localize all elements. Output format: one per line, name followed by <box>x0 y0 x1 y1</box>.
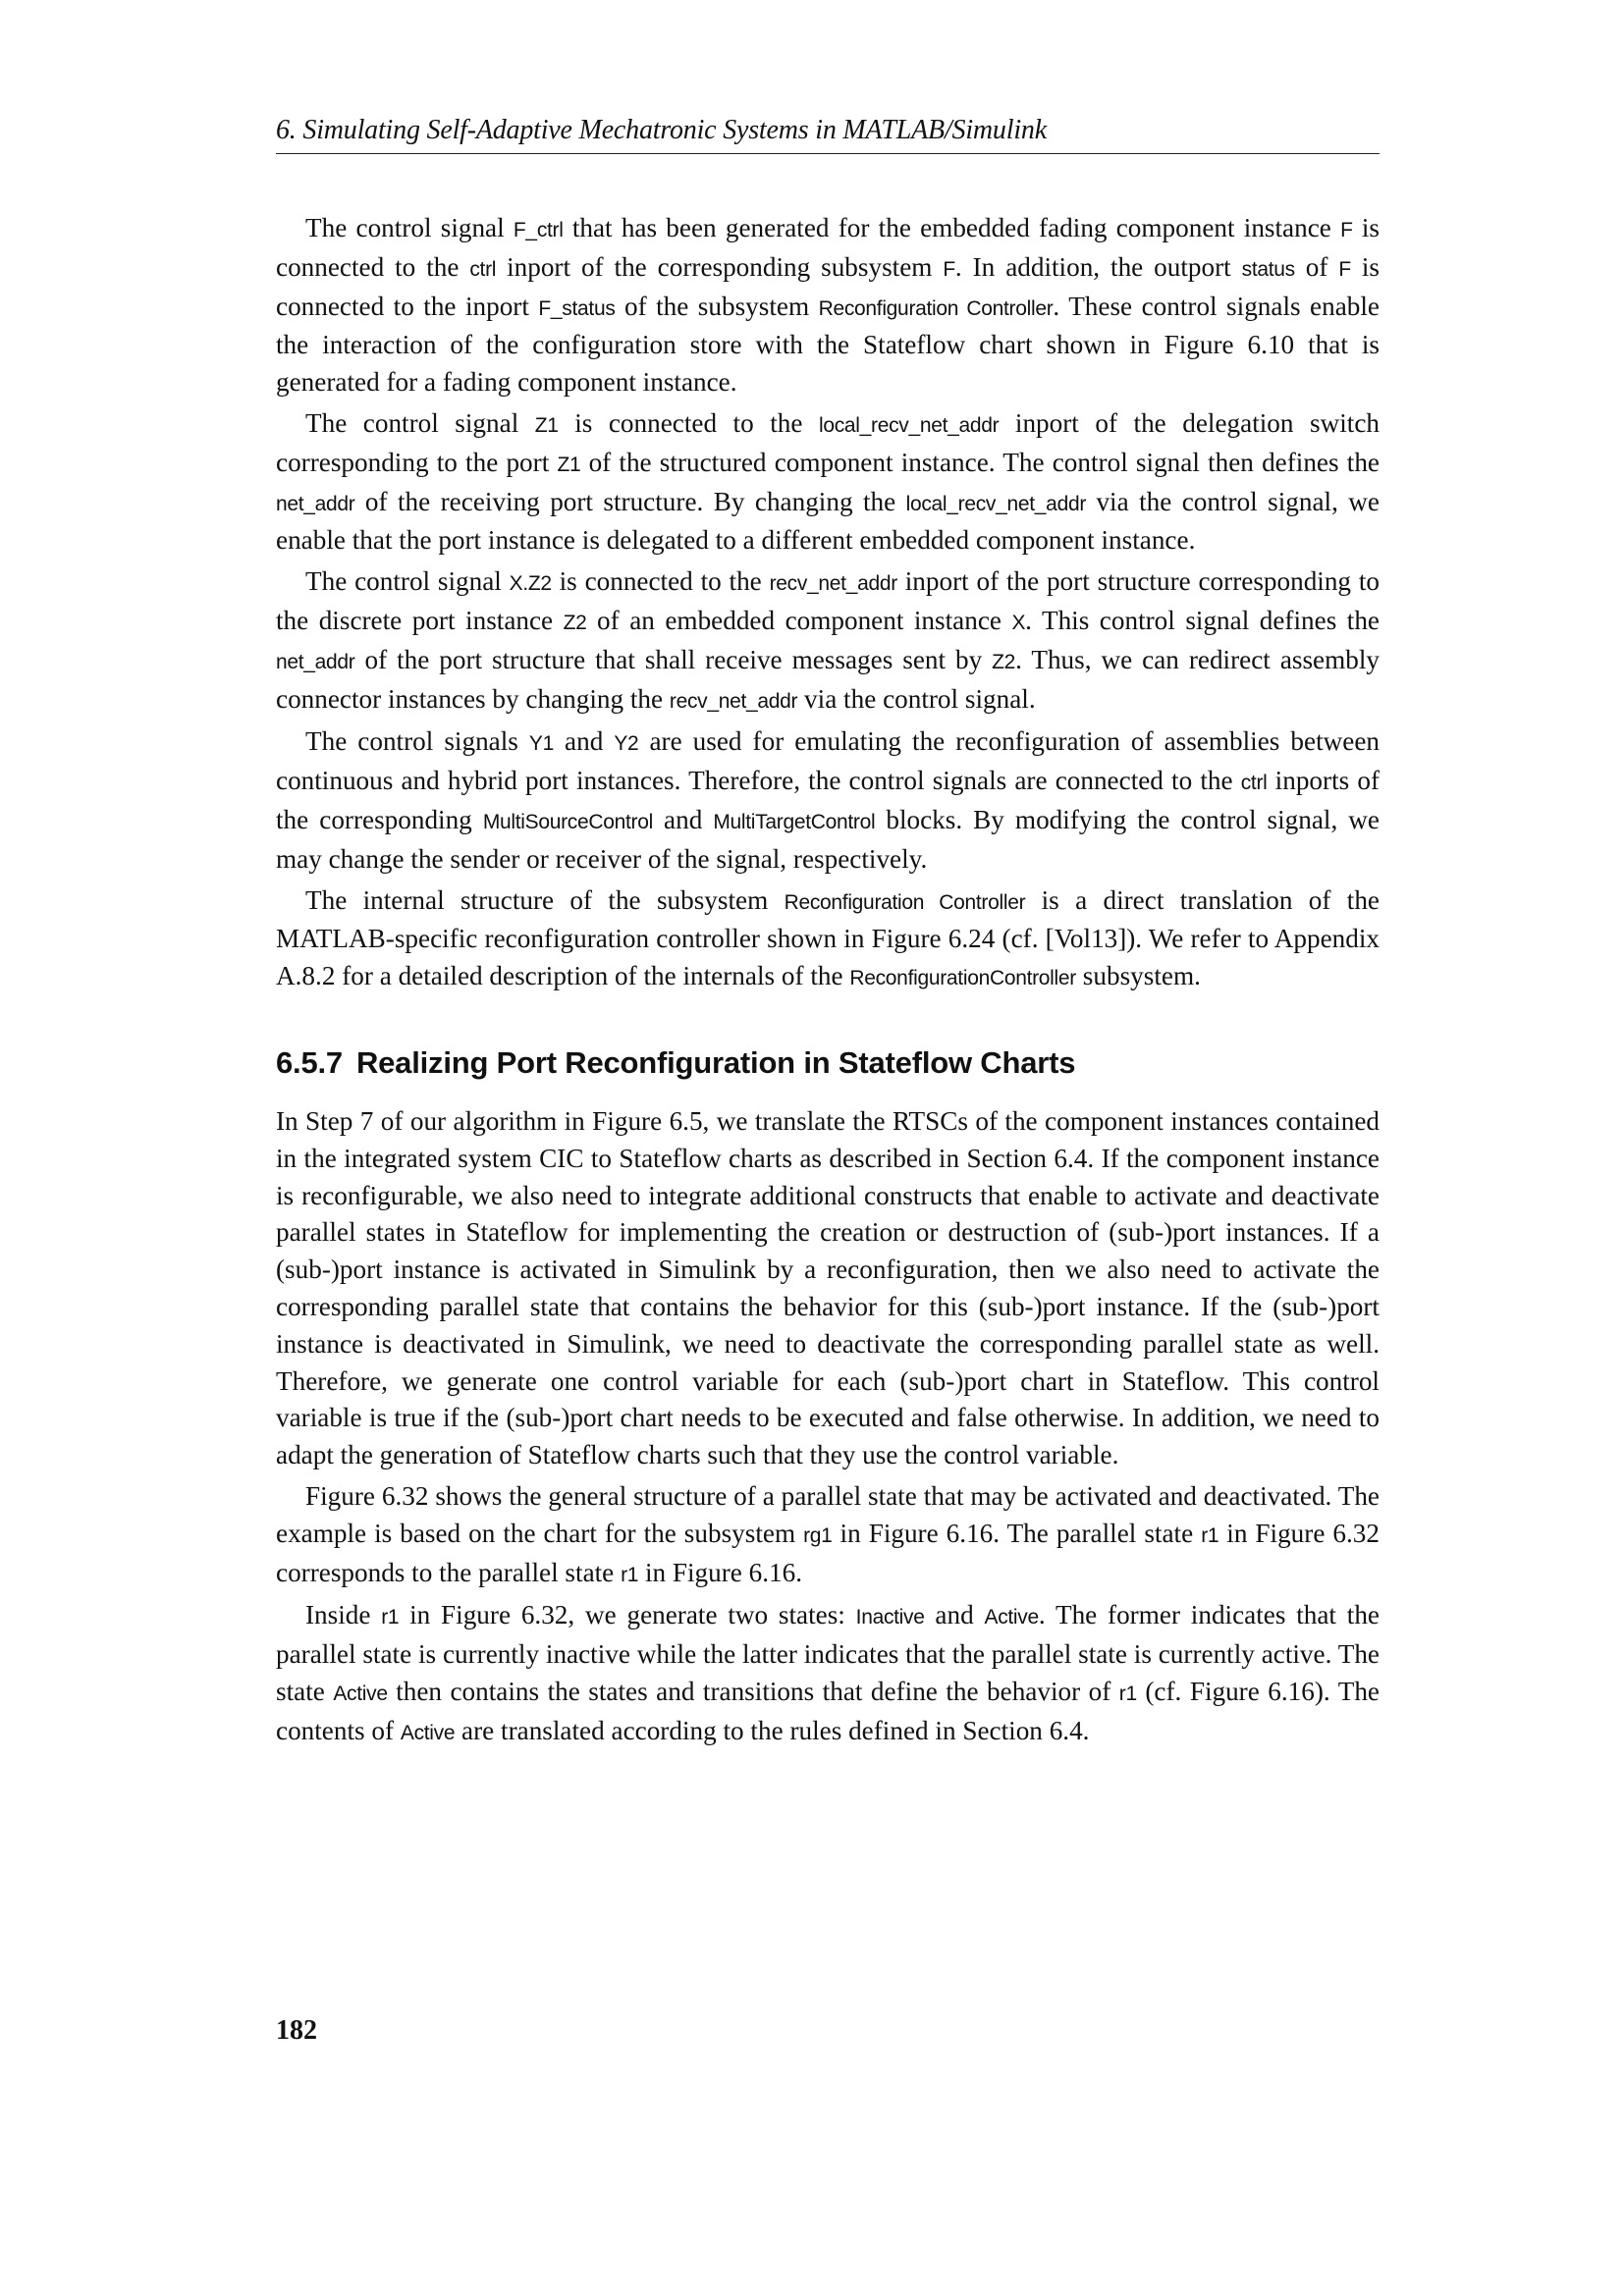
paragraph <box>276 1478 1380 1593</box>
section-number: 6.5.7 <box>276 1044 343 1080</box>
text-run: is connected to the inport <box>276 251 1380 321</box>
code-identifier: Z1 <box>534 413 559 437</box>
text-run: The control signal <box>305 566 510 597</box>
code-identifier: Z1 <box>557 453 581 476</box>
text-run: in Figure 6.32, we generate two states: <box>399 1600 856 1630</box>
code-identifier: recv_net_addr <box>669 689 798 713</box>
text-run: inport of the delegation switch corresponding to the port <box>276 407 1380 477</box>
text-run: . In addition, the outport <box>954 251 1242 282</box>
code-identifier: r1 <box>381 1606 400 1629</box>
code-identifier: rg1 <box>803 1523 833 1547</box>
text-run: is connected to the <box>276 213 1380 282</box>
code-identifier: recv_net_addr <box>769 572 897 596</box>
code-identifier: F_status <box>538 296 616 320</box>
text-run: that has been generated for the embedded fading component instance <box>563 213 1341 242</box>
text-run: are translated according to the rules defined in Section 6.4. <box>455 1715 1090 1745</box>
code-identifier: status <box>1241 257 1295 281</box>
paragraph <box>276 723 1380 878</box>
page-number: 182 <box>276 2015 317 2046</box>
text-run: is a direct translation of the MATLAB-specific reconfiguration controller shown in Figure 6.24 (cf. [Vol13]). We refer to Appendix A.8.2 for a detailed description of the internals of the <box>276 884 1380 991</box>
text-run: inports of the corresponding <box>276 766 1380 834</box>
code-identifier: Y1 <box>528 732 554 756</box>
text-run: blocks. By modifying the control signal, we may change the sender or receiver of the signal, respectively. <box>276 804 1380 874</box>
paragraph <box>276 405 1380 560</box>
code-identifier: X.Z2 <box>509 572 552 596</box>
code-identifier: Reconfiguration Controller <box>784 890 1026 914</box>
text-run: of the receiving port structure. By changing the <box>354 486 906 516</box>
text-run: The control signal <box>305 407 535 438</box>
code-identifier: Active <box>333 1682 388 1705</box>
text-run: then contains the states and transitions that define the behavior of <box>387 1676 1119 1706</box>
code-identifier: MultiSourceControl <box>482 810 653 833</box>
code-identifier: Z2 <box>563 611 587 634</box>
code-identifier: ctrl <box>1240 772 1268 795</box>
code-identifier: Z2 <box>992 650 1016 673</box>
code-identifier: local_recv_net_addr <box>818 413 1000 437</box>
text-run: The control signals <box>305 726 529 757</box>
code-identifier: r1 <box>1201 1523 1219 1547</box>
text-run: (cf. Figure 6.16). The contents of <box>276 1676 1380 1745</box>
code-identifier: Active <box>400 1721 456 1744</box>
code-identifier: Active <box>984 1606 1039 1629</box>
text-run: are used for emulating the reconfiguration of assemblies between continuous and hybrid port instances. Therefore, the control signals are connected to the <box>276 726 1380 796</box>
paragraph <box>276 1597 1380 1751</box>
text-run: via the control signal. <box>797 683 1036 714</box>
text-run: and <box>554 726 615 757</box>
code-identifier: ctrl <box>469 257 497 281</box>
code-identifier: r1 <box>1118 1682 1137 1705</box>
text-run: inport of the corresponding subsystem <box>496 251 944 282</box>
text-run: The control signal <box>305 213 514 242</box>
code-identifier: X <box>1011 611 1026 634</box>
text-run: in Figure 6.16. <box>638 1557 803 1587</box>
text-run: in Figure 6.16. The parallel state <box>832 1518 1202 1548</box>
text-run: is connected to the <box>558 407 819 438</box>
paragraph <box>276 210 1380 401</box>
header-rule <box>276 153 1380 154</box>
code-identifier: MultiTargetControl <box>713 810 876 833</box>
text-run: of the subsystem <box>615 291 819 321</box>
code-identifier: local_recv_net_addr <box>905 492 1087 515</box>
code-identifier: r1 <box>621 1563 639 1586</box>
code-identifier: Inactive <box>855 1606 925 1629</box>
code-identifier: F <box>943 257 955 281</box>
text-run: via the control signal, we enable that the port instance is delegated to a different embedded component instance. <box>276 486 1380 556</box>
code-identifier: F <box>1338 257 1351 281</box>
text-run: in Figure 6.32 corresponds to the parallel state <box>276 1518 1380 1587</box>
code-identifier: Reconfiguration Controller <box>818 296 1054 320</box>
code-identifier: F_ctrl <box>513 219 564 241</box>
text-run: Figure 6.32 shows the general structure of a parallel state that may be activated and deactivated. The example is based on the chart for the subsystem <box>276 1480 1380 1548</box>
section-title: Realizing Port Reconfiguration in Stateflow Charts <box>355 1044 1076 1080</box>
paragraph <box>276 882 1380 997</box>
page-body <box>276 210 1380 1755</box>
text-run: . This control signal defines the <box>1025 605 1380 635</box>
text-run: of the structured component instance. The control signal then defines the <box>580 447 1380 477</box>
text-run: is connected to the <box>551 566 770 597</box>
text-run: Inside <box>305 1600 382 1630</box>
paragraphs-after-section <box>276 1103 1380 1752</box>
text-run: In Step 7 of our algorithm in Figure 6.5, we translate the RTSCs of the component instances contained in the integrated system CIC to Stateflow charts as described in Section 6.4. If the component instance is reconfigurable, we also need to integrate additional constructs that enable to activate and deactivate parallel states in Stateflow for implementing the creation or destruction of (sub-)port instances. If a (sub-)port instance is activated in Simulink by a reconfiguration, then we also need to activate the corresponding parallel state that contains the behavior for this (sub-)port instance. If the (sub-)port instance is deactivated in Simulink, we need to deactivate the corresponding parallel state as well. Therefore, we generate one control variable for each (sub-)port chart in Stateflow. This control variable is true if the (sub-)port chart needs to be executed and false otherwise. In addition, we need to adapt the generation of Stateflow charts such that they use the control variable. <box>276 1105 1380 1470</box>
code-identifier: net_addr <box>276 650 355 673</box>
text-run: . The former indicates that the parallel state is currently inactive while the latter indicates that the parallel state is currently active. The state <box>276 1600 1380 1706</box>
text-run: The internal structure of the subsystem <box>305 884 785 915</box>
code-identifier: F <box>1340 219 1353 241</box>
paragraph <box>276 1103 1380 1474</box>
code-identifier: Y2 <box>614 732 639 756</box>
section-heading <box>276 1044 1380 1082</box>
text-run: of <box>1294 251 1339 282</box>
text-run: . These control signals enable the interaction of the configuration store with the Stateflow chart shown in Figure 6.10 that is generated for a fading component instance. <box>276 291 1380 398</box>
text-run: subsystem. <box>1076 961 1201 991</box>
text-run: inport of the port structure corresponding to the discrete port instance <box>276 566 1380 635</box>
text-run: . Thus, we can redirect assembly connector instances by changing the <box>276 644 1380 714</box>
code-identifier: net_addr <box>276 492 355 515</box>
text-run: of the port structure that shall receive messages sent by <box>354 644 993 674</box>
text-run: and <box>653 804 714 834</box>
code-identifier: ReconfigurationController <box>849 967 1076 990</box>
text-run: of an embedded component instance <box>586 605 1012 635</box>
paragraphs-before-section <box>276 210 1380 997</box>
running-header: 6. Simulating Self-Adaptive Mechatronic Systems in MATLAB/Simulink <box>276 115 1047 145</box>
text-run: and <box>924 1600 985 1630</box>
paragraph <box>276 563 1380 720</box>
